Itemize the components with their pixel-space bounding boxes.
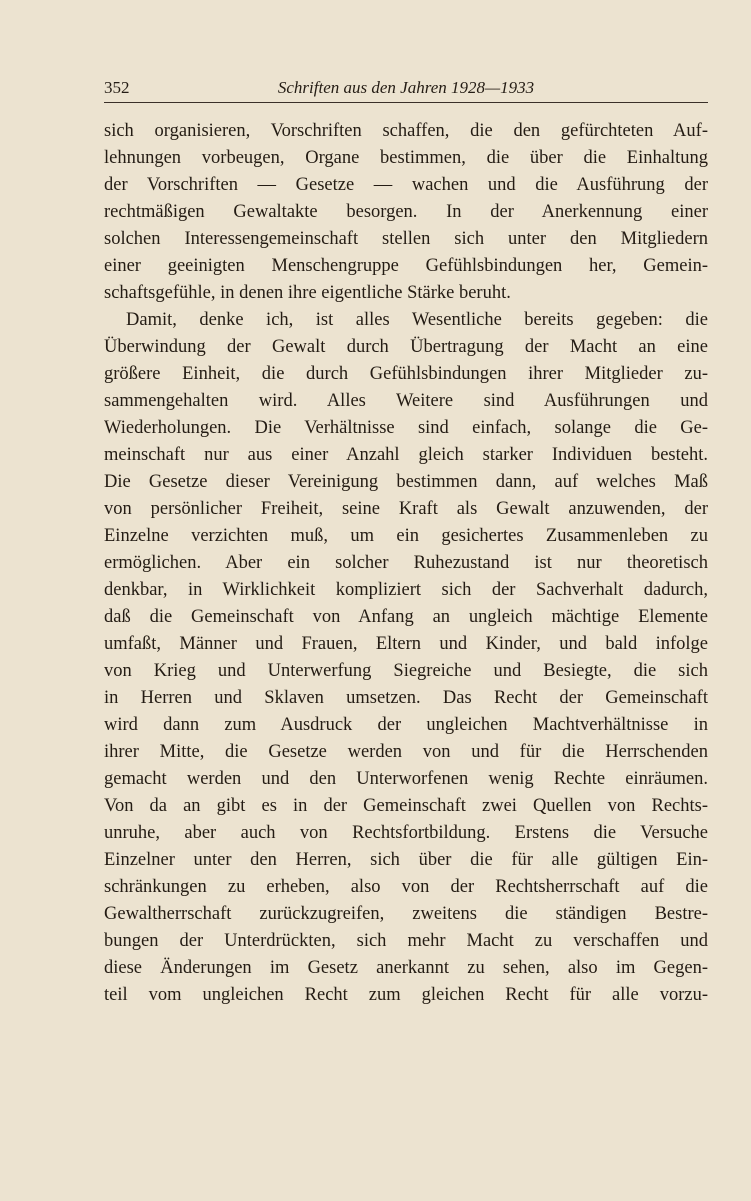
text-line: Wiederholungen. Die Verhältnisse sind einfach, solange die Ge-: [104, 418, 708, 438]
text-line: von Krieg und Unterwerfung Siegreiche und Besiegte, die sich: [104, 661, 708, 681]
text-line: Die Gesetze dieser Vereinigung bestimmen dann, auf welches Maß: [104, 472, 708, 492]
text-line: solchen Interessengemeinschaft stellen sich unter den Mitgliedern: [104, 229, 708, 249]
text-line: Einzelner unter den Herren, sich über die für alle gültigen Ein-: [104, 850, 708, 870]
text-line: lehnungen vorbeugen, Organe bestimmen, die über die Einhaltung: [104, 148, 708, 168]
text-line: teil vom ungleichen Recht zum gleichen Recht für alle vorzu-: [104, 985, 708, 1005]
text-line: schränkungen zu erheben, also von der Rechtsherrschaft auf die: [104, 877, 708, 897]
text-line: sammengehalten wird. Alles Weitere sind Ausführungen und: [104, 391, 708, 411]
text-line: wird dann zum Ausdruck der ungleichen Machtverhältnisse in: [104, 715, 708, 735]
text-line: in Herren und Sklaven umsetzen. Das Recht der Gemeinschaft: [104, 688, 708, 708]
text-line: ermöglichen. Aber ein solcher Ruhezustand ist nur theoretisch: [104, 553, 708, 573]
text-line: rechtmäßigen Gewaltakte besorgen. In der Anerkennung einer: [104, 202, 708, 222]
text-line: Überwindung der Gewalt durch Übertragung der Macht an eine: [104, 337, 708, 357]
text-line: ihrer Mitte, die Gesetze werden von und für die Herrschenden: [104, 742, 708, 762]
text-line: Gewaltherrschaft zurückzugreifen, zweitens die ständigen Bestre-: [104, 904, 708, 924]
text-line: größere Einheit, die durch Gefühlsbindungen ihrer Mitglieder zu-: [104, 364, 708, 384]
text-line: sich organisieren, Vorschriften schaffen, die den gefürchteten Auf-: [104, 121, 708, 141]
text-line: bungen der Unterdrückten, sich mehr Macht zu verschaffen und: [104, 931, 708, 951]
text-line: meinschaft nur aus einer Anzahl gleich starker Individuen besteht.: [104, 445, 708, 465]
text-line: einer geeinigten Menschengruppe Gefühlsbindungen her, Gemein-: [104, 256, 708, 276]
text-line: daß die Gemeinschaft von Anfang an ungleich mächtige Elemente: [104, 607, 708, 627]
text-line: Einzelne verzichten muß, um ein gesichertes Zusammenleben zu: [104, 526, 708, 546]
text-line: gemacht werden und den Unterworfenen wenig Rechte einräumen.: [104, 769, 708, 789]
text-line: der Vorschriften — Gesetze — wachen und die Ausführung der: [104, 175, 708, 195]
text-line: von persönlicher Freiheit, seine Kraft als Gewalt anzuwenden, der: [104, 499, 708, 519]
text-line: schaftsgefühle, in denen ihre eigentliche Stärke beruht.: [104, 283, 511, 303]
text-line: unruhe, aber auch von Rechtsfortbildung. Erstens die Versuche: [104, 823, 708, 843]
page-number: 352: [104, 78, 130, 97]
text-line: umfaßt, Männer und Frauen, Eltern und Kinder, und bald infolge: [104, 634, 708, 654]
text-line: denkbar, in Wirklichkeit kompliziert sich der Sachverhalt dadurch,: [104, 580, 708, 600]
running-title: Schriften aus den Jahren 1928—1933: [277, 78, 535, 97]
text-line: Von da an gibt es in der Gemeinschaft zwei Quellen von Rechts-: [104, 796, 708, 816]
text-line: diese Änderungen im Gesetz anerkannt zu sehen, also im Gegen-: [104, 958, 708, 978]
body-text: [104, 118, 708, 1009]
text-line: Damit, denke ich, ist alles Wesentliche bereits gegeben: die: [126, 310, 708, 330]
page-header: [104, 78, 708, 103]
